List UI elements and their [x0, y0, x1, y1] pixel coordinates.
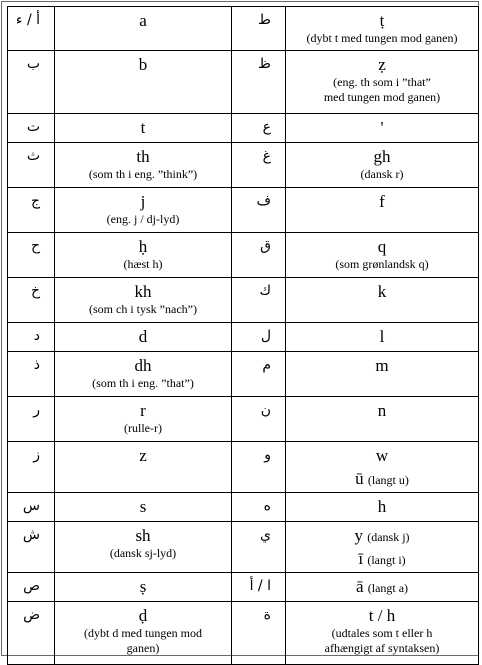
arabic-letter-cell: ض	[8, 602, 55, 665]
arabic-letter-cell: ك	[232, 278, 286, 323]
pronunciation-note: (som th i eng. ”think”)	[88, 167, 198, 181]
table-row	[8, 602, 479, 665]
pronunciation-note: (eng. th som i ”that”	[333, 75, 431, 89]
arabic-letter-cell: خ	[8, 278, 55, 323]
transliteration: ā	[355, 577, 364, 596]
transliteration: r	[140, 401, 146, 420]
arabic-letter-cell: ج	[8, 188, 55, 233]
transliteration-long	[286, 469, 478, 488]
arabic-letter-cell: ش	[8, 522, 55, 573]
transliteration: m	[375, 356, 389, 375]
arabic-letter-cell: ز	[8, 442, 55, 493]
arabic-letter-cell: م	[232, 352, 286, 397]
transliteration-cell	[55, 143, 232, 188]
transliteration-cell	[55, 114, 232, 143]
arabic-letter-cell: س	[8, 493, 55, 522]
pronunciation-note: (langt a)	[367, 581, 409, 595]
arabic-letter-cell: ط	[232, 7, 286, 51]
arabic-letter-cell: ة	[232, 602, 286, 665]
transliteration-cell	[286, 493, 479, 522]
transliteration: ḥ	[138, 237, 148, 256]
transliteration-cell	[286, 233, 479, 278]
pronunciation-note: ganen)	[126, 641, 160, 655]
arabic-letter-cell: ا / أ	[232, 573, 286, 602]
transliteration-cell	[286, 602, 479, 665]
transliteration-long	[286, 549, 478, 568]
table-row	[8, 7, 479, 51]
table-row	[8, 114, 479, 143]
pronunciation-note: (eng. j / dj-lyd)	[106, 212, 180, 226]
transliteration-cell	[55, 602, 232, 665]
transliteration-cell	[55, 493, 232, 522]
transliteration: t / h	[368, 606, 396, 625]
transliteration-cell	[286, 114, 479, 143]
transliteration-cell	[55, 352, 232, 397]
page-frame	[1, 1, 479, 656]
pronunciation-note: med tungen mod ganen)	[323, 90, 441, 104]
table-row	[8, 188, 479, 233]
transliteration: t	[140, 118, 146, 137]
transliteration-cell	[55, 442, 232, 493]
table-row	[8, 51, 479, 114]
pronunciation-note: (rulle-r)	[124, 421, 162, 435]
transliteration: ṣ	[139, 577, 147, 596]
pronunciation-note: afhængigt af syntaksen)	[324, 641, 440, 655]
arabic-letter-cell: أ / ء	[8, 7, 55, 51]
arabic-letter-cell: ر	[8, 397, 55, 442]
transliteration: j	[140, 192, 146, 211]
transliteration: ḍ	[138, 606, 148, 625]
arabic-letter-cell: ع	[232, 114, 286, 143]
arabic-letter-cell: ل	[232, 323, 286, 352]
transliteration-cell	[55, 323, 232, 352]
transliteration: '	[380, 118, 384, 137]
table-row	[8, 278, 479, 323]
transliteration: ū	[355, 469, 364, 488]
pronunciation-note: (hæst h)	[123, 257, 163, 271]
arabic-letter-cell: ث	[8, 143, 55, 188]
pronunciation-note: (langt u)	[367, 473, 409, 487]
transliteration-cell	[286, 143, 479, 188]
arabic-letter-cell: ق	[232, 233, 286, 278]
pronunciation-note: (som grønlandsk q)	[335, 257, 429, 271]
transliteration-cell	[55, 51, 232, 114]
transliteration: a	[139, 11, 147, 30]
table-row	[8, 442, 479, 493]
arabic-letter-cell: ه	[232, 493, 286, 522]
arabic-letter-cell: ذ	[8, 352, 55, 397]
transliteration-cell	[286, 278, 479, 323]
transliteration: h	[377, 497, 387, 516]
pronunciation-note: (langt i)	[367, 553, 406, 567]
pronunciation-note: (som ch i tysk ”nach”)	[89, 302, 197, 316]
transliteration-cell	[286, 352, 479, 397]
transliteration: b	[138, 55, 148, 74]
transliteration: ī	[358, 549, 364, 568]
transliteration-cell	[55, 573, 232, 602]
transliteration-cell	[286, 7, 479, 51]
table-row	[8, 323, 479, 352]
pronunciation-note: (som th i eng. ”that”)	[92, 376, 194, 390]
transliteration: y	[354, 526, 363, 545]
table-row	[8, 397, 479, 442]
pronunciation-note: (dansk sj-lyd)	[109, 546, 177, 560]
pronunciation-note: (dybt d med tungen mod	[84, 626, 202, 640]
pronunciation-note: (udtales som t eller h	[331, 626, 433, 640]
arabic-letter-cell: و	[232, 442, 286, 493]
transliteration: w	[375, 446, 389, 465]
arabic-letter-cell: ب	[8, 51, 55, 114]
arabic-letter-cell: ظ	[232, 51, 286, 114]
transliteration: d	[138, 327, 148, 346]
transliteration-cell	[55, 278, 232, 323]
transliteration: ẓ	[378, 55, 386, 74]
arabic-letter-cell: ف	[232, 188, 286, 233]
table-row	[8, 352, 479, 397]
pronunciation-note: (dansk j)	[367, 530, 410, 544]
pronunciation-note: (dansk r)	[360, 167, 404, 181]
transliteration: k	[377, 282, 387, 301]
transliteration: s	[139, 497, 147, 516]
table-row	[8, 573, 479, 602]
transliteration-cell	[55, 522, 232, 573]
transliteration: ṭ	[379, 11, 385, 30]
arabic-letter-cell: ت	[8, 114, 55, 143]
transliteration: th	[136, 147, 150, 166]
alphabet-table	[7, 6, 479, 665]
transliteration: sh	[135, 526, 151, 545]
arabic-letter-cell: ي	[232, 522, 286, 573]
transliteration-cell	[55, 397, 232, 442]
arabic-letter-cell: ص	[8, 573, 55, 602]
transliteration-cell	[55, 188, 232, 233]
transliteration-cell	[286, 397, 479, 442]
transliteration-cell	[286, 522, 479, 573]
transliteration-cell	[286, 188, 479, 233]
transliteration-cell	[286, 442, 479, 493]
arabic-letter-cell: د	[8, 323, 55, 352]
transliteration: q	[377, 237, 387, 256]
arabic-letter-cell: ن	[232, 397, 286, 442]
transliteration: kh	[134, 282, 152, 301]
transliteration-cell	[55, 233, 232, 278]
arabic-letter-cell: ح	[8, 233, 55, 278]
arabic-letter-cell: غ	[232, 143, 286, 188]
transliteration: z	[139, 446, 147, 465]
transliteration: l	[379, 327, 385, 346]
transliteration: n	[377, 401, 387, 420]
transliteration-row	[286, 526, 478, 545]
transliteration-cell	[286, 573, 479, 602]
transliteration-row	[286, 577, 478, 596]
transliteration-cell	[55, 7, 232, 51]
pronunciation-note: (dybt t med tungen mod ganen)	[306, 31, 458, 45]
table-row	[8, 493, 479, 522]
transliteration-cell	[286, 51, 479, 114]
transliteration: f	[379, 192, 385, 211]
table-row	[8, 522, 479, 573]
table-row	[8, 143, 479, 188]
transliteration: dh	[134, 356, 152, 375]
table-row	[8, 233, 479, 278]
transliteration-cell	[286, 323, 479, 352]
transliteration: gh	[373, 147, 391, 166]
